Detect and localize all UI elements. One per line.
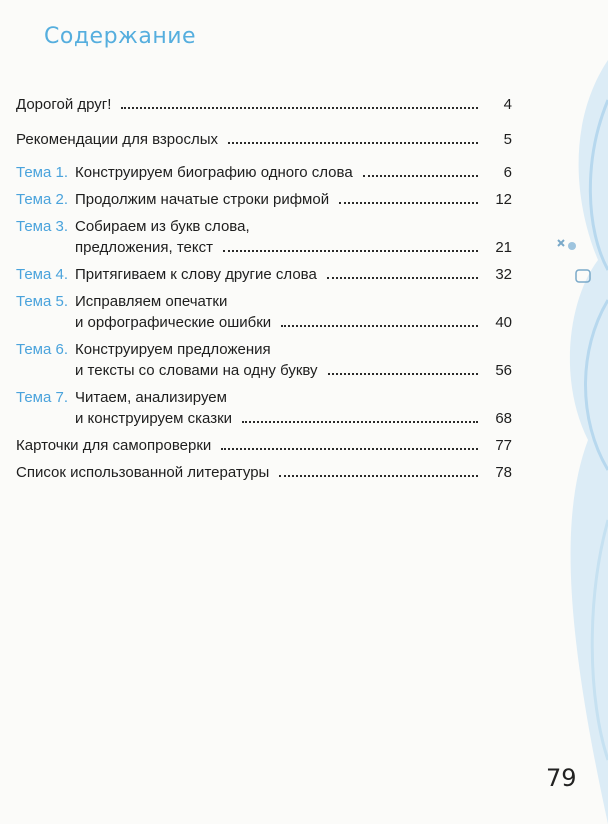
toc-leader-dots [223,250,478,252]
toc-page-number: 56 [495,362,512,379]
toc-entry[interactable] [16,129,512,150]
toc-leader-dots [242,421,478,423]
toc-page-number: 4 [503,96,512,113]
table-of-contents [16,94,512,483]
toc-entry-title: Исправляем опечатки [75,293,228,310]
toc-entry-title: Конструируем биографию одного слова [75,164,353,181]
toc-page-number: 12 [495,191,512,208]
toc-topic-label: Тема 6. [16,341,68,358]
toc-leader-dots [339,202,478,204]
toc-page-number: 40 [495,314,512,331]
toc-page-number: 68 [495,410,512,427]
toc-topic-label: Тема 3. [16,218,68,235]
toc-entry-title: Конструируем предложения [75,341,271,358]
toc-entry[interactable] [16,264,512,285]
toc-entry[interactable] [16,339,512,381]
toc-entry-title: и конструируем сказки [75,410,233,427]
toc-page-number: 21 [495,239,512,256]
page-title: Содержание [44,24,197,49]
toc-entry[interactable] [16,462,512,483]
toc-entry-title: Притягиваем к слову другие слова [75,266,317,283]
toc-leader-dots [281,325,478,327]
toc-page-number: 77 [495,437,512,454]
toc-topic-label: Тема 4. [16,266,68,283]
toc-entry-title: Читаем, анализируем [75,389,227,406]
toc-entry[interactable] [16,94,512,115]
toc-entry-title: Дорогой друг! [16,96,112,113]
toc-leader-dots [363,175,478,177]
toc-page-number: 32 [495,266,512,283]
decorative-side-pattern [528,0,608,824]
toc-leader-dots [279,475,478,477]
toc-entry[interactable] [16,435,512,456]
toc-leader-dots [228,142,478,144]
toc-page-number: 5 [503,131,512,148]
toc-entry-title: Собираем из букв слова, [75,218,250,235]
toc-topic-label: Тема 5. [16,293,68,310]
toc-topic-label: Тема 1. [16,164,68,181]
toc-entry-title: Список использованной литературы [16,464,270,481]
toc-leader-dots [221,448,478,450]
toc-leader-dots [121,107,478,109]
toc-entry[interactable] [16,291,512,333]
toc-entry-title: и тексты со словами на одну букву [75,362,318,379]
page-number: 79 [546,764,577,792]
toc-entry-title: Продолжим начатые строки рифмой [75,191,330,208]
toc-entry[interactable] [16,216,512,258]
toc-page-number: 6 [503,164,512,181]
toc-leader-dots [327,277,478,279]
toc-leader-dots [328,373,478,375]
toc-entry-title: предложения, текст [75,239,213,256]
toc-entry-title: Рекомендации для взрослых [16,131,219,148]
toc-page-number: 78 [495,464,512,481]
toc-entry[interactable] [16,189,512,210]
toc-topic-label: Тема 2. [16,191,68,208]
toc-entry[interactable] [16,387,512,429]
toc-entry[interactable] [16,162,512,183]
toc-entry-title: и орфографические ошибки [75,314,272,331]
toc-topic-label: Тема 7. [16,389,68,406]
toc-entry-title: Карточки для самопроверки [16,437,212,454]
